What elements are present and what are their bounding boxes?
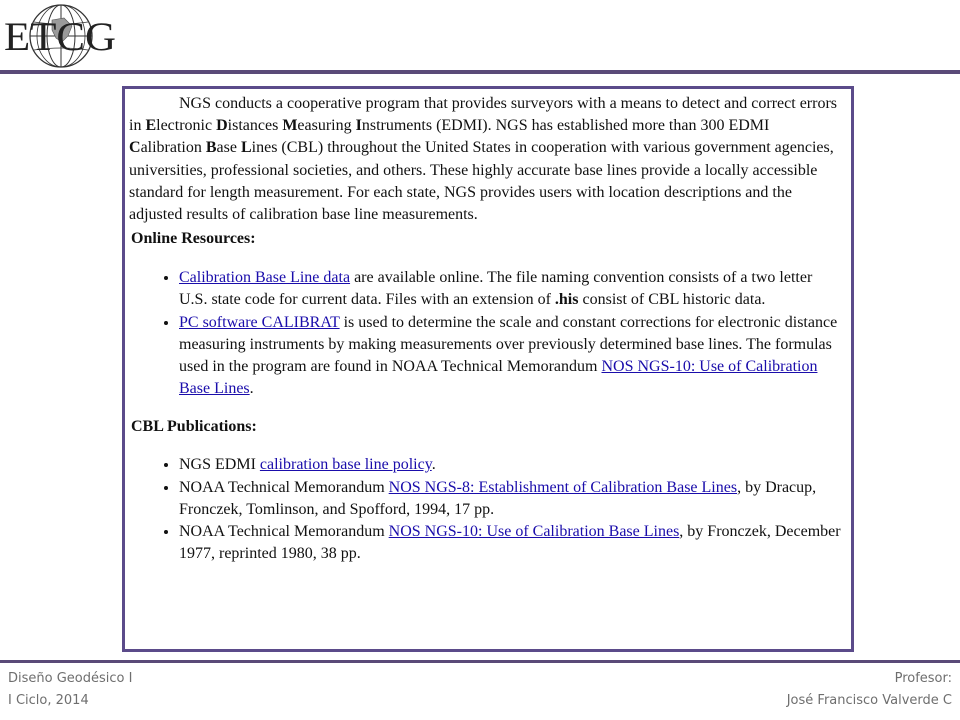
footer-course-info	[8, 668, 132, 712]
nos-ngs-10-publication-link[interactable]: NOS NGS-10: Use of Calibration Base Lines	[388, 523, 680, 541]
document-screenshot-frame	[122, 86, 854, 652]
calibration-base-line-data-link[interactable]: Calibration Base Line data	[179, 269, 351, 287]
professor-name: José Francisco Valverde C	[786, 693, 952, 708]
pc-software-calibrat-link[interactable]: PC software CALIBRAT	[179, 313, 340, 331]
document-content	[129, 93, 841, 565]
cbl-publications-heading: CBL Publications:	[131, 418, 257, 436]
professor-label: Profesor:	[894, 671, 952, 686]
list-item: • NOAA Technical Memorandum NOS NGS-8: Establishment of Calibration Base Lines, by Dracup, Fronczek, Tomlinson, and Spofford, 1994, 17 pp.	[179, 477, 841, 521]
course-name: Diseño Geodésico I	[8, 671, 133, 686]
list-item: • PC software CALIBRAT is used to determine the scale and constant corrections for electronic distance measuring instruments by making measurements over previously determined base lines. The formulas used in the program are found in NOAA Technical Memorandum NOS NGS-10: Use of Calibration Base Lines.	[179, 312, 841, 401]
logo-text: ETCG	[4, 14, 117, 59]
nos-ngs-10-link[interactable]: NOS NGS-10: Use of Calibration Base Lines	[179, 358, 818, 398]
etcg-logo	[2, 2, 120, 70]
bottom-divider	[0, 660, 960, 663]
intro-paragraph: NGS conducts a cooperative program that provides surveyors with a means to detect and correct errors in Electronic Distances Measuring Instruments (EDMI). NGS has established more than 300 EDMI Calibration Base Lines (CBL) throughout the United States in cooperation with various government agencies, universities, professional societies, and others. These highly accurate base lines provide a locally accessible standard for length measurement. For each state, NGS provides users with location descriptions and the adjusted results of calibration base line measurements.	[129, 95, 837, 224]
top-divider	[0, 70, 960, 74]
nos-ngs-8-link[interactable]: NOS NGS-8: Establishment of Calibration Base Lines	[388, 478, 738, 496]
online-resources-heading: Online Resources:	[131, 230, 256, 248]
cbl-publications-list	[129, 454, 841, 565]
list-item: • Calibration Base Line data are available online. The file naming convention consists of a two letter U.S. state code for current data. Files with an extension of .his consist of CBL historic data.	[179, 267, 841, 311]
footer-professor-info	[787, 668, 952, 712]
calibration-policy-link[interactable]: calibration base line policy	[259, 456, 432, 474]
list-item: • NGS EDMI calibration base line policy.	[179, 454, 841, 476]
online-resources-list	[129, 267, 841, 400]
list-item: • NOAA Technical Memorandum NOS NGS-10: Use of Calibration Base Lines, by Fronczek, December 1977, reprinted 1980, 38 pp.	[179, 521, 841, 565]
course-term: I Ciclo, 2014	[8, 693, 89, 708]
